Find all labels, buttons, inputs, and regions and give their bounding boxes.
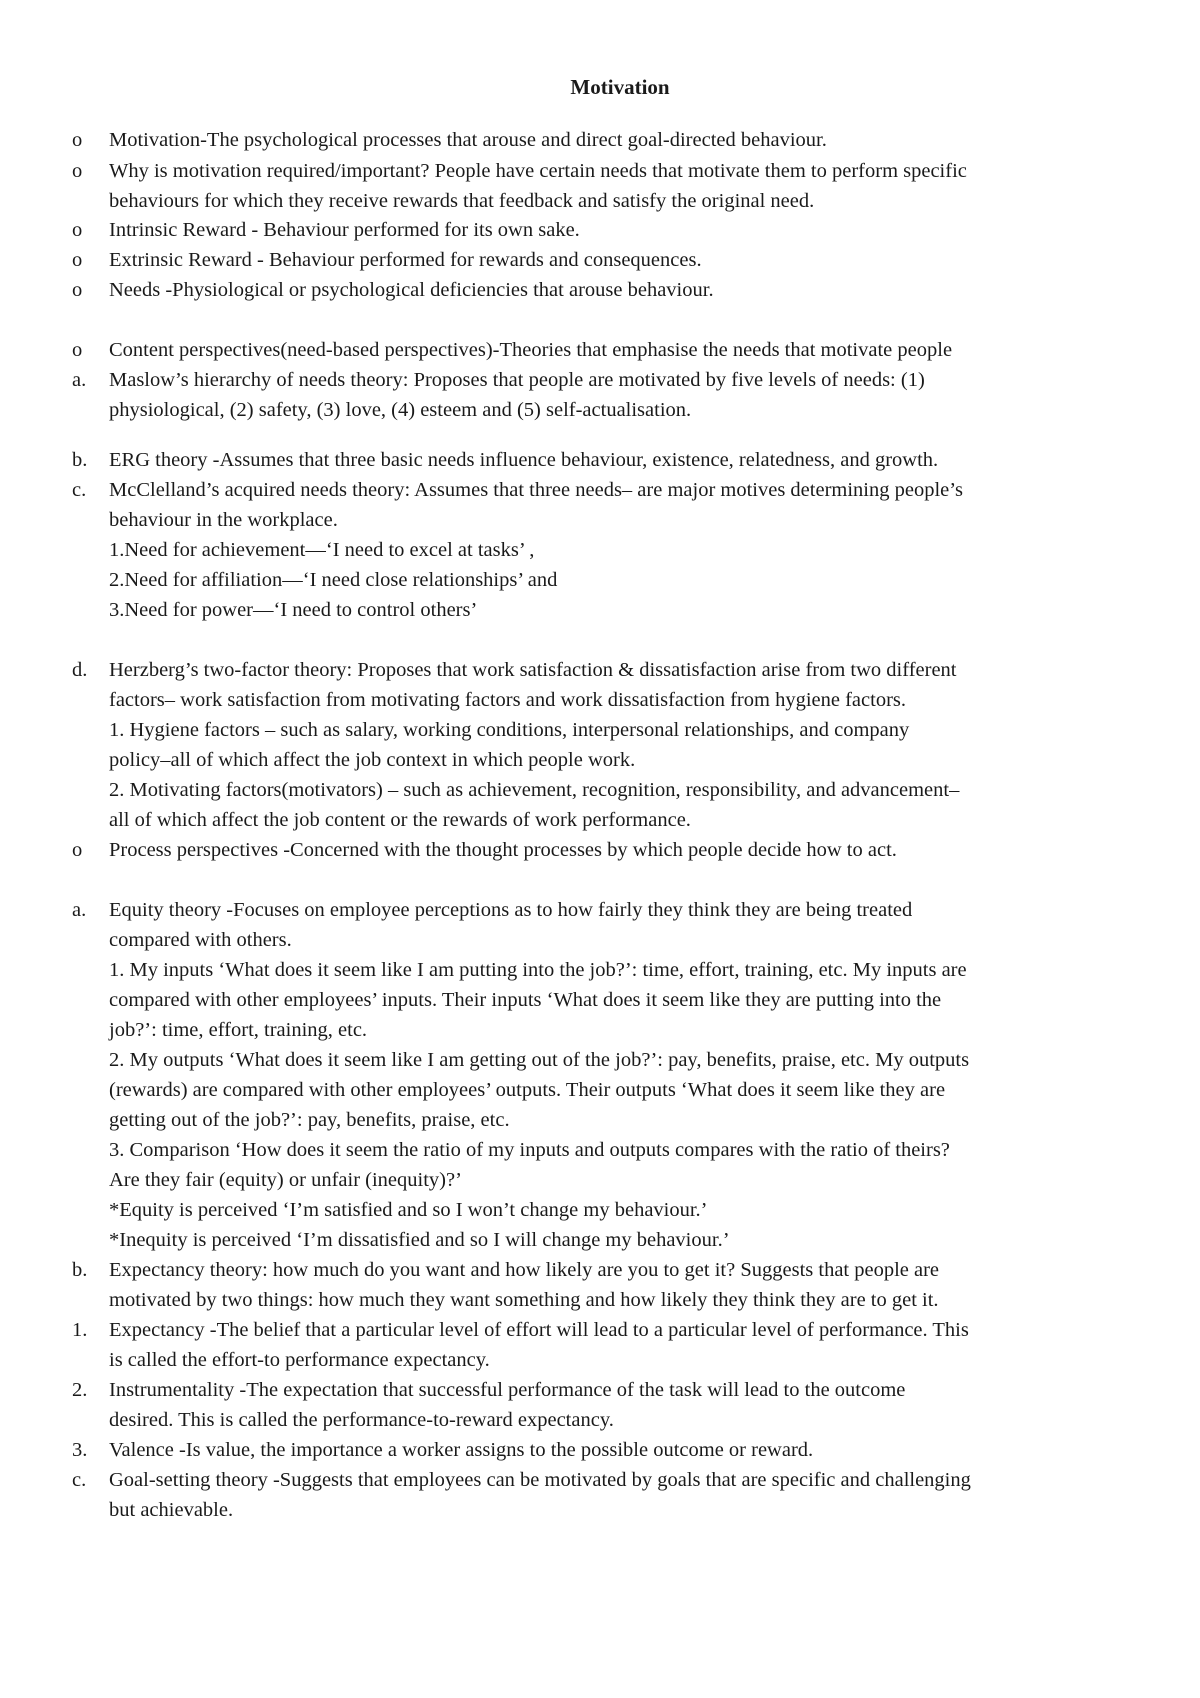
list-item-text bbox=[109, 125, 1164, 155]
text-line: behaviours for which they receive rewards that feedback and satisfy the original need. bbox=[109, 190, 815, 212]
text-line: Goal-setting theory -Suggests that employees can be motivated by goals that are specific and challenging bbox=[109, 1469, 971, 1491]
list-marker: o bbox=[72, 279, 83, 301]
text-line: Expectancy theory: how much do you want and how likely are you to get it? Suggests that people are bbox=[109, 1259, 940, 1281]
list-marker: o bbox=[72, 129, 83, 151]
text-line: Process perspectives -Concerned with the thought processes by which people decide how to act. bbox=[109, 839, 897, 861]
list-item-text bbox=[109, 655, 1164, 835]
text-line: desired. This is called the performance-to-reward expectancy. bbox=[109, 1409, 614, 1431]
text-line: 1. Hygiene factors – such as salary, working conditions, interpersonal relationships, and company bbox=[109, 719, 910, 741]
list-item-text bbox=[109, 245, 1164, 275]
text-line: Expectancy -The belief that a particular level of effort will lead to a particular level of performance. This bbox=[109, 1319, 969, 1341]
list-marker: o bbox=[72, 839, 83, 861]
list-item-text bbox=[109, 1435, 1164, 1465]
text-line: 2. Motivating factors(motivators) – such as achievement, recognition, responsibility, and advancement– bbox=[109, 779, 960, 801]
list-item-text bbox=[109, 335, 1164, 365]
list-item-text bbox=[109, 215, 1164, 245]
list-item-text bbox=[109, 275, 1164, 305]
list-item-text bbox=[109, 835, 1164, 865]
list-marker: d. bbox=[72, 659, 88, 681]
text-line: behaviour in the workplace. bbox=[109, 509, 338, 531]
text-line: (rewards) are compared with other employees’ outputs. Their outputs ‘What does it seem like they are bbox=[109, 1079, 946, 1101]
text-line: but achievable. bbox=[109, 1499, 234, 1521]
list-item-text bbox=[109, 1465, 1164, 1525]
list-marker: a. bbox=[72, 369, 87, 391]
page-title: Motivation bbox=[570, 75, 670, 99]
text-line: ERG theory -Assumes that three basic needs influence behaviour, existence, relatedness, and growth. bbox=[109, 449, 939, 471]
text-line: motivated by two things: how much they want something and how likely they think they are to get it. bbox=[109, 1289, 939, 1311]
text-line: is called the effort-to performance expectancy. bbox=[109, 1349, 490, 1371]
text-line: Maslow’s hierarchy of needs theory: Proposes that people are motivated by five levels of needs: (1) bbox=[109, 369, 925, 391]
list-item-text bbox=[109, 475, 1164, 625]
list-item-text bbox=[109, 1375, 1164, 1435]
list-marker: c. bbox=[72, 479, 87, 501]
list-item-text bbox=[109, 365, 1164, 425]
text-line: compared with other employees’ inputs. Their inputs ‘What does it seem like they are putting into the bbox=[109, 989, 942, 1011]
list-marker: b. bbox=[72, 1259, 88, 1281]
text-line: physiological, (2) safety, (3) love, (4) esteem and (5) self-actualisation. bbox=[109, 399, 692, 421]
text-line: Intrinsic Reward - Behaviour performed for its own sake. bbox=[109, 219, 580, 241]
list-item-text bbox=[109, 895, 1164, 1255]
text-line: Needs -Physiological or psychological deficiencies that arouse behaviour. bbox=[109, 279, 714, 301]
list-marker: o bbox=[72, 249, 83, 271]
text-line: getting out of the job?’: pay, benefits, praise, etc. bbox=[109, 1109, 510, 1131]
list-marker: c. bbox=[72, 1469, 87, 1491]
text-line: 1.Need for achievement—‘I need to excel at tasks’ , bbox=[109, 539, 535, 561]
list-marker: 1. bbox=[72, 1319, 88, 1341]
text-line: all of which affect the job content or the rewards of work performance. bbox=[109, 809, 691, 831]
list-marker: b. bbox=[72, 449, 88, 471]
text-line: Are they fair (equity) or unfair (inequity)?’ bbox=[109, 1169, 462, 1191]
text-line: 2.Need for affiliation—‘I need close relationships’ and bbox=[109, 569, 558, 591]
list-item-text bbox=[109, 445, 1164, 475]
text-line: factors– work satisfaction from motivating factors and work dissatisfaction from hygiene factors. bbox=[109, 689, 906, 711]
text-line: Content perspectives(need-based perspectives)-Theories that emphasise the needs that motivate people bbox=[109, 339, 953, 361]
text-line: McClelland’s acquired needs theory: Assumes that three needs– are major motives determining people’s bbox=[109, 479, 963, 501]
text-line: *Inequity is perceived ‘I’m dissatisfied and so I will change my behaviour.’ bbox=[109, 1229, 730, 1251]
text-line: Valence -Is value, the importance a worker assigns to the possible outcome or reward. bbox=[109, 1439, 814, 1461]
list-marker: o bbox=[72, 219, 83, 241]
text-line: *Equity is perceived ‘I’m satisfied and so I won’t change my behaviour.’ bbox=[109, 1199, 708, 1221]
list-marker: 3. bbox=[72, 1439, 88, 1461]
text-line: 1. My inputs ‘What does it seem like I am putting into the job?’: time, effort, training, etc. My inputs are bbox=[109, 959, 967, 981]
text-line: Herzberg’s two-factor theory: Proposes that work satisfaction & dissatisfaction arise from two different bbox=[109, 659, 957, 681]
list-marker: o bbox=[72, 160, 83, 182]
text-line: 2. My outputs ‘What does it seem like I am getting out of the job?’: pay, benefits, praise, etc. My outputs bbox=[109, 1049, 970, 1071]
list-item-text bbox=[109, 1255, 1164, 1315]
list-item-text bbox=[109, 156, 1164, 216]
text-line: Instrumentality -The expectation that successful performance of the task will lead to the outcome bbox=[109, 1379, 906, 1401]
text-line: 3.Need for power—‘I need to control others’ bbox=[109, 599, 478, 621]
text-line: policy–all of which affect the job context in which people work. bbox=[109, 749, 636, 771]
list-marker: 2. bbox=[72, 1379, 88, 1401]
text-line: job?’: time, effort, training, etc. bbox=[109, 1019, 368, 1041]
text-line: Motivation-The psychological processes that arouse and direct goal-directed behaviour. bbox=[109, 129, 827, 151]
text-line: Why is motivation required/important? People have certain needs that motivate them to perform specific bbox=[109, 160, 967, 182]
list-marker: o bbox=[72, 339, 83, 361]
text-line: Extrinsic Reward - Behaviour performed for rewards and consequences. bbox=[109, 249, 702, 271]
text-line: Equity theory -Focuses on employee perceptions as to how fairly they think they are being treated bbox=[109, 899, 913, 921]
list-item-text bbox=[109, 1315, 1164, 1375]
text-line: 3. Comparison ‘How does it seem the ratio of my inputs and outputs compares with the ratio of theirs? bbox=[109, 1139, 950, 1161]
list-marker: a. bbox=[72, 899, 87, 921]
text-line: compared with others. bbox=[109, 929, 292, 951]
